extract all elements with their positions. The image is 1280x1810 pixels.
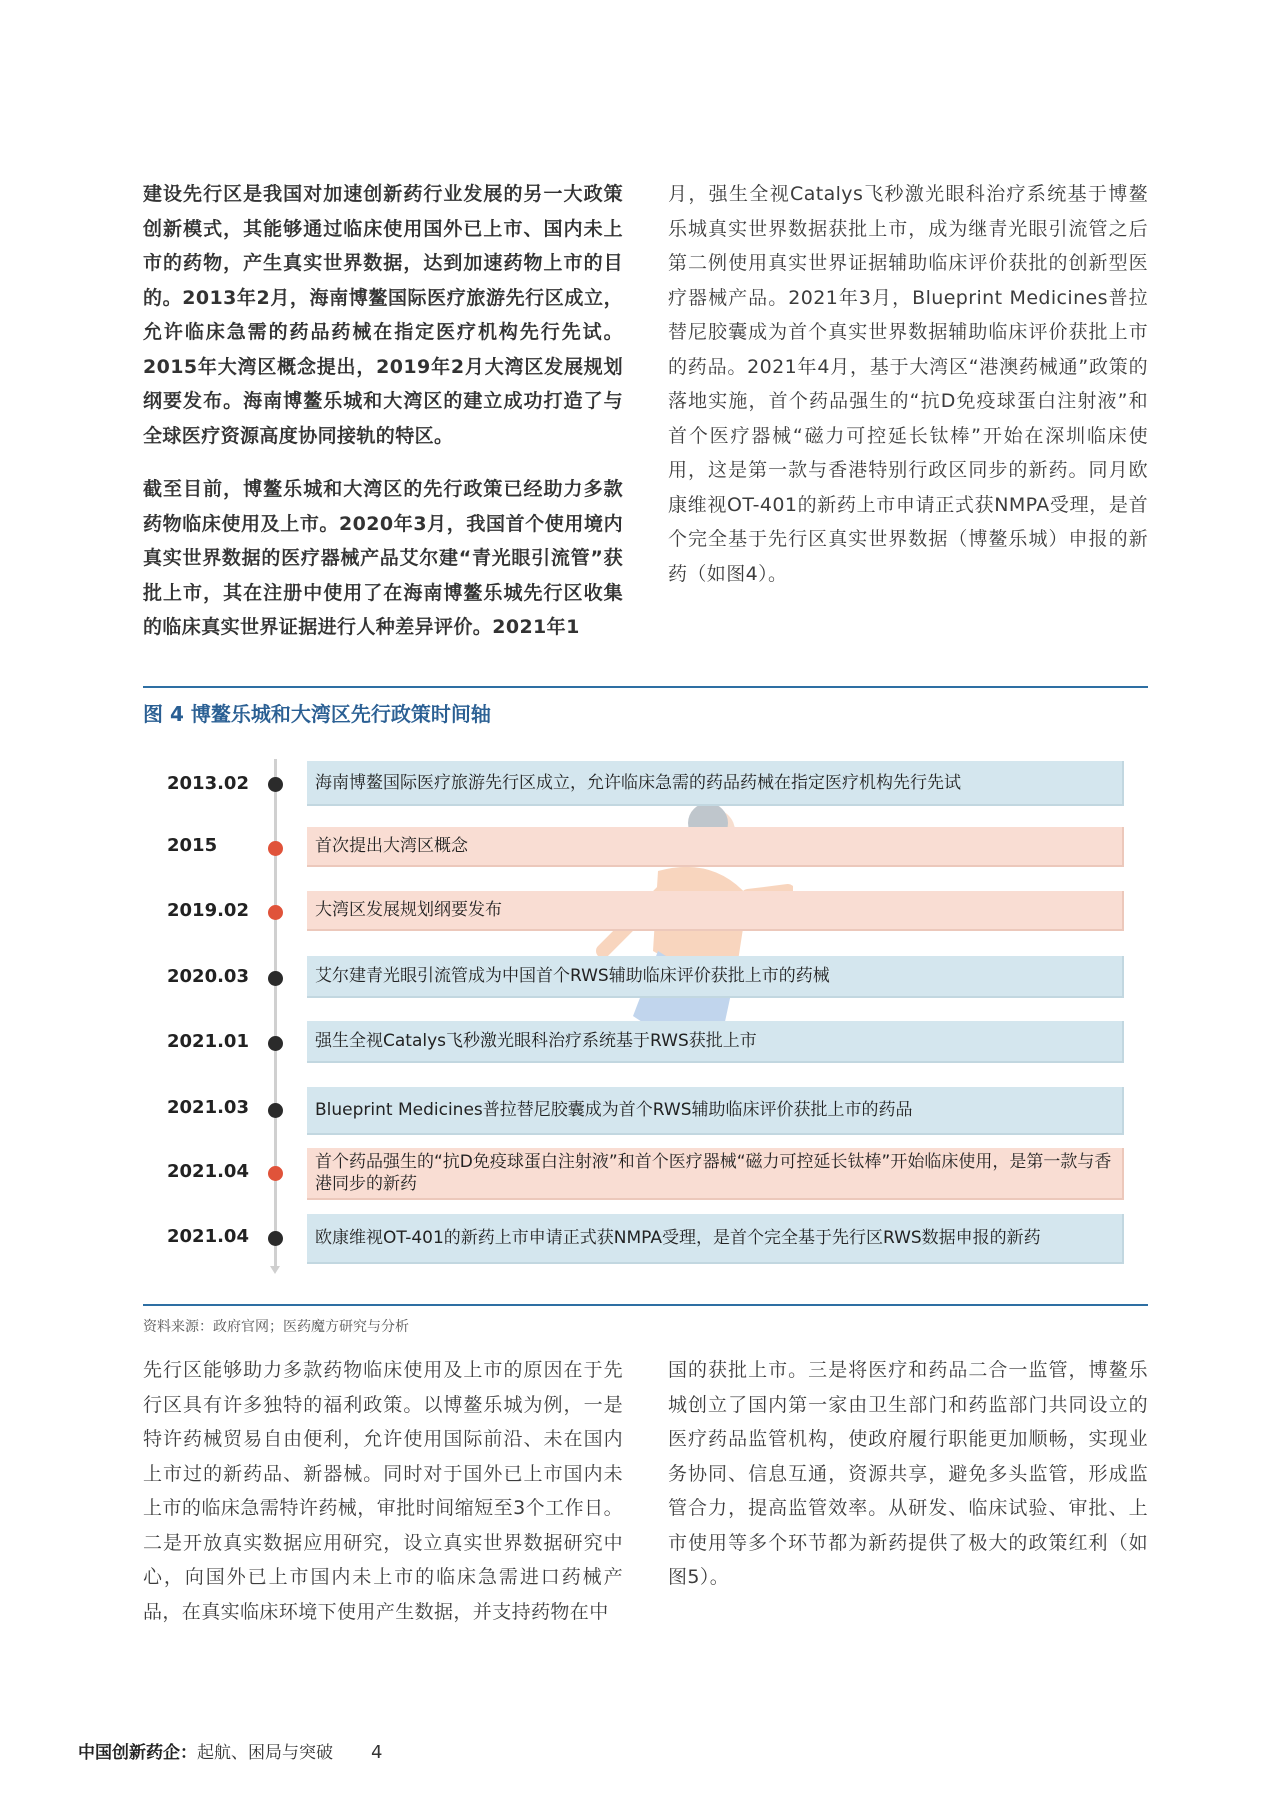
body-paragraph: 建设先行区是我国对加速创新药行业发展的另一大政策创新模式，其能够通过临床使用国外已上市、国内未上市的药物，产生真实世界数据，达到加速药物上市的目的。2013年2月，海南博鳌国际医疗旅游先行区成立，允许临床急需的药品药械在指定医疗机构先行先试。2015年大湾区概念提出，2019年2月大湾区发展规划纲要发布。海南博鳌乐城和大湾区的建立成功打造了与全球医疗资源高度协同接轨的特区。 <box>143 183 623 447</box>
footer-title-rest: 起航、困局与突破 <box>197 1743 333 1763</box>
body-paragraph: 截至目前，博鳌乐城和大湾区的先行政策已经助力多款药物临床使用及上市。2020年3月，我国首个使用境内真实世界数据的医疗器械产品艾尔建“青光眼引流管”获批上市，其在注册中使用了在海南博鳌乐城先行区收集的临床真实世界证据进行人种差异评价。2021年1 <box>143 478 623 638</box>
timeline-event: 首次提出大湾区概念 <box>307 827 1124 867</box>
timeline-date: 2021.01 <box>167 1031 249 1052</box>
timeline-date: 2019.02 <box>167 900 249 921</box>
timeline-date: 2021.04 <box>167 1161 249 1182</box>
body-paragraph: 月，强生全视Catalys飞秒激光眼科治疗系统基于博鳌乐城真实世界数据获批上市，成为继青光眼引流管之后第二例使用真实世界证据辅助临床评价获批的创新型医疗器械产品。2021年3月，Blueprint Medicines普拉替尼胶囊成为首个真实世界数据辅助临床评价获批上市的药品。2021年4月，基于大湾区“港澳药械通”政策的落地实施，首个药品强生的“抗D免疫球蛋白注射液”和首个医疗器械“磁力可控延长钛棒”开始在深圳临床使用，这是第一款与香港特别行政区同步的新药。同月欧康维视OT-401的新药上市申请正式获NMPA受理，是首个完全基于先行区真实世界数据（博鳌乐城）申报的新药（如图4）。 <box>668 183 1148 585</box>
body-paragraph: 先行区能够助力多款药物临床使用及上市的原因在于先行区具有许多独特的福利政策。以博鳌乐城为例，一是特许药械贸易自由便利，允许使用国际前沿、未在国内上市过的新药品、新器械。同时对于国外已上市国内未上市的临床急需特许药械，审批时间缩短至3个工作日。二是开放真实数据应用研究，设立真实世界数据研究中心，向国外已上市国内未上市的临床急需进口药械产品，在真实临床环境下使用产生数据，并支持药物在中 <box>143 1359 623 1623</box>
figure-bottom-rule <box>143 1304 1148 1306</box>
timeline-event: 欧康维视OT-401的新药上市申请正式获NMPA受理，是首个完全基于先行区RWS数据申报的新药 <box>307 1214 1124 1264</box>
timeline-dot <box>268 777 283 792</box>
timeline-dot <box>268 1166 283 1181</box>
timeline-event: Blueprint Medicines普拉替尼胶囊成为首个RWS辅助临床评价获批上市的药品 <box>307 1087 1124 1135</box>
timeline-dot <box>268 1103 283 1118</box>
timeline-dot <box>268 971 283 986</box>
footer-title-bold: 中国创新药企： <box>78 1743 197 1763</box>
timeline-event: 大湾区发展规划纲要发布 <box>307 891 1124 931</box>
bottom-left-column <box>143 1353 623 1648</box>
page-number: 4 <box>371 1742 383 1763</box>
figure-source: 资料来源：政府官网；医药魔方研究与分析 <box>143 1319 409 1335</box>
timeline-event: 首个药品强生的“抗D免疫球蛋白注射液”和首个医疗器械“磁力可控延长钛棒”开始临床使用，是第一款与香港同步的新药 <box>307 1148 1124 1200</box>
timeline-dot <box>268 1231 283 1246</box>
timeline-date: 2020.03 <box>167 966 249 987</box>
figure-top-rule <box>143 686 1148 688</box>
timeline-dot <box>268 841 283 856</box>
timeline-date: 2013.02 <box>167 773 249 794</box>
body-paragraph: 国的获批上市。三是将医疗和药品二合一监管，博鳌乐城创立了国内第一家由卫生部门和药监部门共同设立的医疗药品监管机构，使政府履行职能更加顺畅，实现业务协同、信息互通，资源共享，避免多头监管，形成监管合力，提高监管效率。从研发、临床试验、审批、上市使用等多个环节都为新药提供了极大的政策红利（如图5）。 <box>668 1359 1148 1588</box>
timeline-event: 强生全视Catalys飞秒激光眼科治疗系统基于RWS获批上市 <box>307 1021 1124 1063</box>
timeline-date: 2015 <box>167 835 218 856</box>
top-left-column <box>143 177 623 664</box>
figure-timeline <box>143 686 1148 1335</box>
timeline-date: 2021.03 <box>167 1097 249 1118</box>
timeline-event: 艾尔建青光眼引流管成为中国首个RWS辅助临床评价获批上市的药械 <box>307 956 1124 998</box>
timeline-axis <box>274 759 277 1269</box>
timeline-event: 海南博鳌国际医疗旅游先行区成立，允许临床急需的药品药械在指定医疗机构先行先试 <box>307 761 1124 806</box>
bottom-right-column <box>668 1353 1148 1614</box>
timeline-dot <box>268 905 283 920</box>
timeline-date: 2021.04 <box>167 1226 249 1247</box>
page-footer <box>78 1738 382 1763</box>
figure-title: 图 4 博鳌乐城和大湾区先行政策时间轴 <box>143 702 491 726</box>
top-right-column <box>668 177 1148 610</box>
timeline-dot <box>268 1036 283 1051</box>
timeline-arrow-icon <box>270 1266 280 1274</box>
